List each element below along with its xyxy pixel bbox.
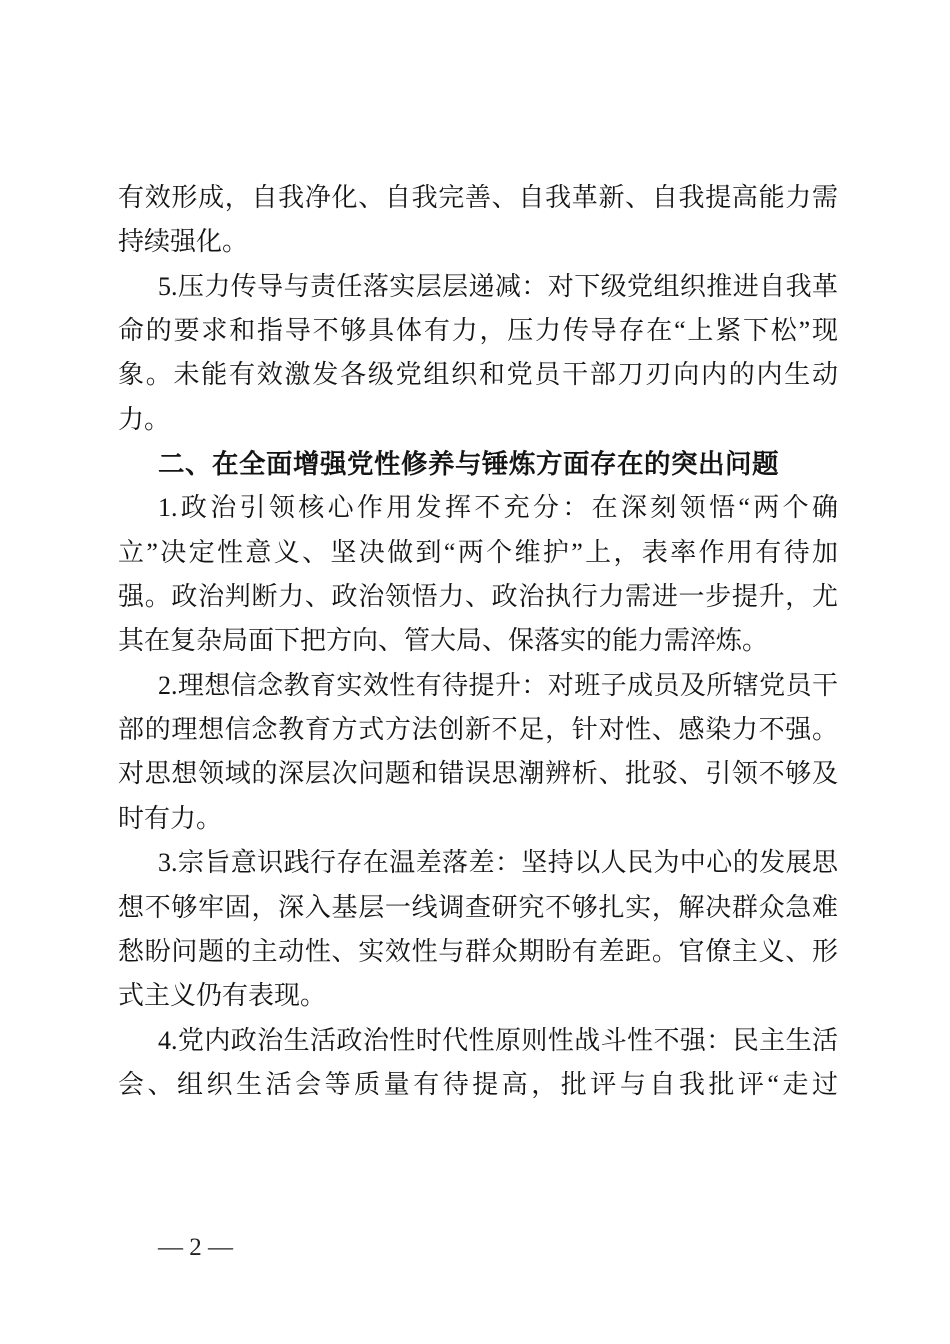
- text-line: 时有力。: [118, 803, 223, 833]
- text-line: 部的理想信念教育方式方法创新不足，针对性、感染力不强。: [118, 715, 838, 745]
- text-line: 5.压力传导与责任落实层层递减：对下级党组织推进自我革: [158, 271, 838, 301]
- text-line: 力。: [118, 404, 171, 434]
- text-line: 想不够牢固，深入基层一线调查研究不够扎实，解决群众急难: [118, 892, 838, 922]
- text-line: 强。政治判断力、政治领悟力、政治执行力需进一步提升，尤: [118, 582, 838, 612]
- item-3-purpose-awareness: [118, 841, 838, 1018]
- text-line: 式主义仍有表现。: [118, 981, 327, 1011]
- text-line: 立”决定性意义、坚决做到“两个维护”上，表率作用有待加: [118, 537, 838, 567]
- text-line: 2.理想信念教育实效性有待提升：对班子成员及所辖党员干: [158, 670, 838, 700]
- text-line: 象。未能有效激发各级党组织和党员干部刀刃向内的内生动: [118, 360, 838, 390]
- text-line: 命的要求和指导不够具体有力，压力传导存在“上紧下松”现: [118, 316, 838, 346]
- paragraph-continuation: [118, 176, 838, 265]
- page-number: — 2 —: [158, 1234, 233, 1261]
- item-1-political-leadership: [118, 486, 838, 663]
- section-2-heading: [118, 442, 838, 486]
- item-5-pressure-transmission: [118, 265, 838, 442]
- text-line: 有效形成，自我净化、自我完善、自我革新、自我提高能力需: [118, 183, 838, 212]
- text-line: 持续强化。: [118, 227, 249, 257]
- item-4-inner-party-political-life: [118, 1019, 838, 1108]
- heading-line: 二、在全面增强党性修养与锤炼方面存在的突出问题: [158, 449, 779, 480]
- text-line: 愁盼问题的主动性、实效性与群众期盼有差距。官僚主义、形: [118, 936, 838, 966]
- text-line: 3.宗旨意识践行存在温差落差：坚持以人民为中心的发展思: [158, 848, 838, 878]
- text-line: 4.党内政治生活政治性时代性原则性战斗性不强：民主生活: [158, 1025, 838, 1055]
- document-body: [118, 176, 838, 1107]
- item-2-ideal-belief-education: [118, 664, 838, 841]
- text-line: 对思想领域的深层次问题和错误思潮辨析、批驳、引领不够及: [118, 759, 838, 789]
- text-line: 会、组织生活会等质量有待提高，批评与自我批评“走过: [118, 1069, 838, 1099]
- text-line: 其在复杂局面下把方向、管大局、保落实的能力需淬炼。: [118, 626, 769, 656]
- text-line: 1.政治引领核心作用发挥不充分：在深刻领悟“两个确: [158, 493, 838, 523]
